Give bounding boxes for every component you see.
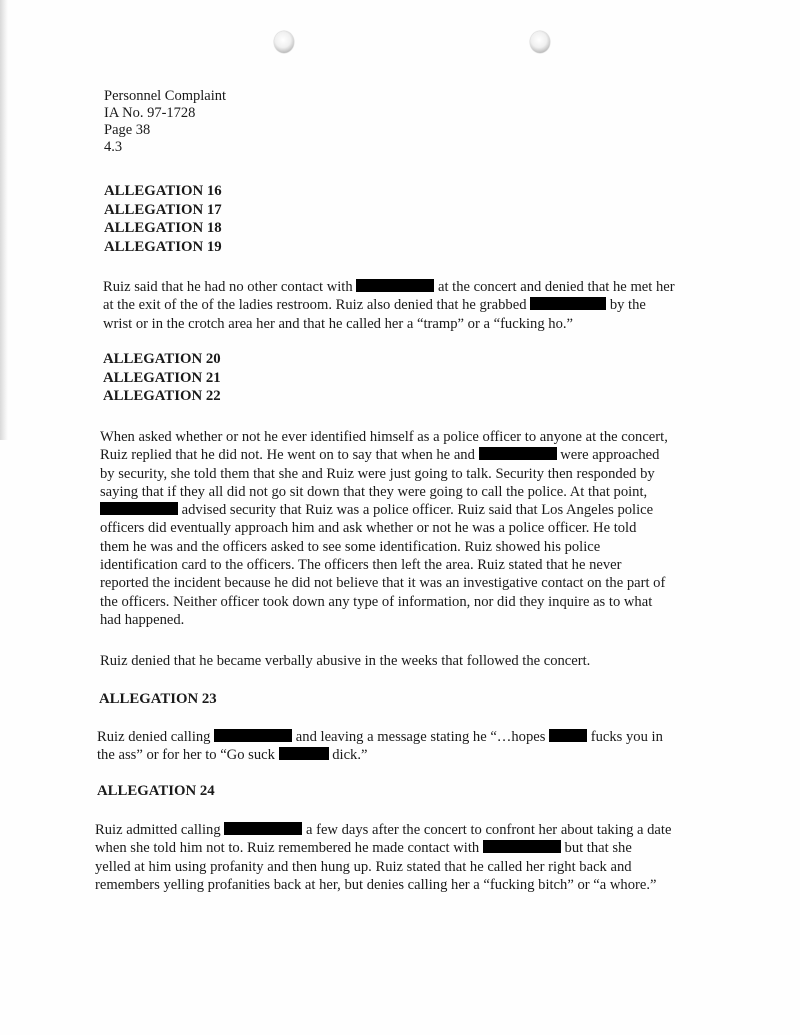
allegation-23-section [99,690,217,709]
text-line: remembers yelling profanities back at her, but denies calling her a “fucking bitch” or “a whore.” [95,876,657,893]
text-line: officers did eventually approach him and ask whether or not he was a police officer. He told [100,520,637,537]
text-segment: Ruiz denied calling [97,729,211,745]
header-ia-number: IA No. 97-1728 [104,105,196,121]
text-segment: Ruiz admitted calling [95,822,221,838]
allegation-group-20-22 [103,350,221,406]
redaction-bar [279,747,329,760]
text-segment: and leaving a message stating he “…hopes [295,729,546,745]
redaction-bar [530,297,606,310]
allegation-heading: ALLEGATION 17 [104,201,222,218]
text-line [95,839,671,857]
allegation-heading: ALLEGATION 20 [103,351,221,367]
text-line [97,728,663,746]
text-segment: Ruiz said that he had no other contact with [103,279,353,295]
text-segment: when she told him not to. Ruiz remembered he made contact with [95,840,480,857]
text-line: wrist or in the crotch area her and that he called her a “tramp” or a “fucking ho.” [103,315,574,332]
text-line [100,446,668,464]
text-line: saying that if they all did not go sit down that they were going to call the police. At that point, [100,483,648,500]
redaction-bar [356,279,434,292]
text-segment: a few days after the concert to confront her about taking a date [305,822,672,838]
header-section: 4.3 [104,139,123,155]
text-segment: by the [609,297,646,314]
paragraph-phone-call [95,821,671,894]
text-line: yelled at him using profanity and then hung up. Ruiz stated that he called her right back and [95,858,632,875]
text-line: had happened. [100,611,185,628]
allegation-24-section [97,782,215,801]
redaction-bar [483,840,561,853]
allegation-heading: ALLEGATION 24 [97,783,215,799]
text-segment: Ruiz replied that he did not. He went on to say that when he and [100,447,475,464]
text-line [103,296,675,314]
text-segment: fucks you in [590,729,663,745]
text-line [100,501,668,519]
allegation-group-16-19 [104,182,222,256]
allegation-heading: ALLEGATION 21 [103,369,221,386]
allegation-heading: ALLEGATION 23 [99,691,217,707]
scan-edge-shadow [0,0,8,440]
text-line [97,746,663,764]
punch-hole-left [274,31,294,53]
paragraph-contact-denial [103,278,675,333]
text-segment: advised security that Ruiz was a police officer. Ruiz said that Los Angeles police [181,502,654,519]
punch-hole-right [530,31,550,53]
allegation-heading: ALLEGATION 16 [104,183,222,199]
document-header [104,88,226,156]
text-line: When asked whether or not he ever identified himself as a police officer to anyone at the concert, [100,429,668,445]
redaction-bar [479,447,557,460]
paragraph-police-identification [100,428,668,629]
redaction-bar [100,502,178,515]
text-line: Ruiz denied that he became verbally abusive in the weeks that followed the concert. [100,653,591,669]
text-segment: dick.” [332,747,368,764]
text-segment: at the concert and denied that he met her [437,279,675,295]
text-line: them he was and the officers asked to see some identification. Ruiz showed his police [100,538,601,555]
text-line: by security, she told them that she and Ruiz were just going to talk. Security then responded by [100,465,655,482]
header-title: Personnel Complaint [104,88,227,104]
text-line: identification card to the officers. The officers then left the area. Ruiz stated that he never [100,557,622,574]
redaction-bar [214,729,292,742]
allegation-heading: ALLEGATION 19 [104,238,222,255]
redaction-bar [549,729,587,742]
paragraph-message-denial [97,728,663,765]
redaction-bar [224,822,302,835]
text-segment: at the exit of the of the ladies restroom. Ruiz also denied that he grabbed [103,297,527,314]
allegation-heading: ALLEGATION 18 [104,220,222,236]
text-segment: but that she [564,840,632,857]
text-line [103,278,675,296]
paragraph-verbal-abuse-denial [100,652,590,670]
text-segment: were approached [560,447,660,464]
header-page-number: Page 38 [104,122,151,138]
text-segment: the ass” or for her to “Go suck [97,747,275,764]
text-line: the officers. Neither officer took down any type of information, nor did they inquire as to what [100,593,653,610]
text-line [95,821,671,839]
text-line: reported the incident because he did not believe that it was an investigative contact on the part of [100,575,666,592]
allegation-heading: ALLEGATION 22 [103,388,221,404]
